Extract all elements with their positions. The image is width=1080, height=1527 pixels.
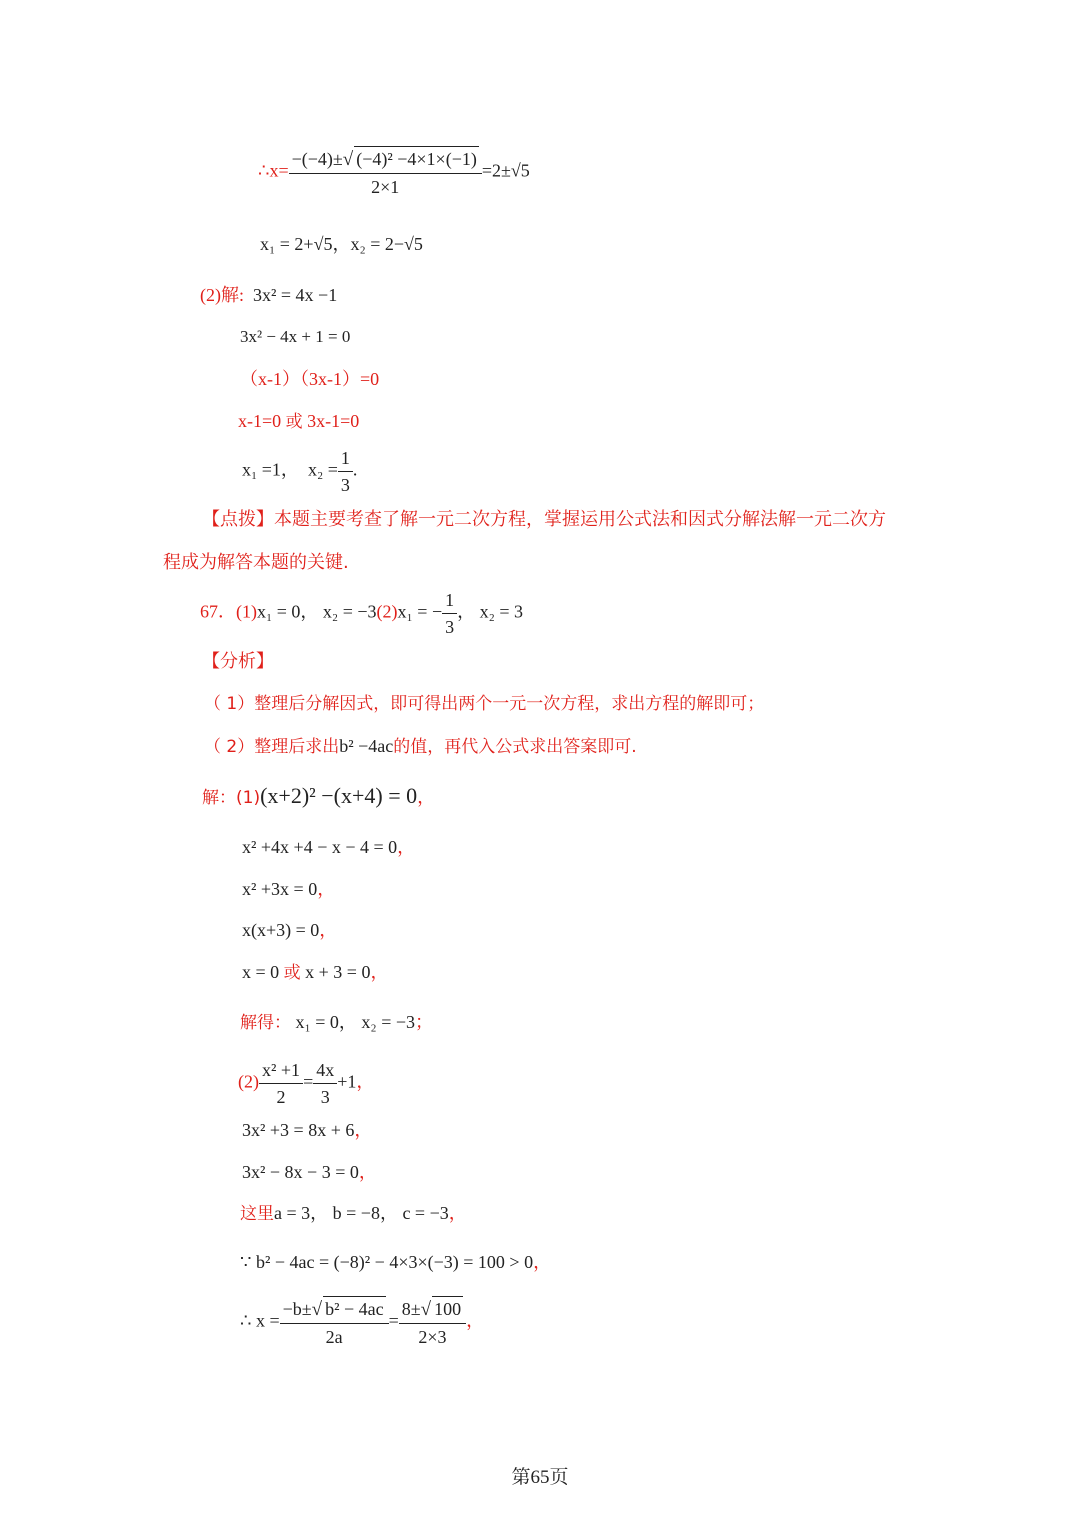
therefore-x: ∴x= xyxy=(258,160,289,181)
formula-fraction: $\frac{\text{−(−4)±√ (−4)² −4×1×(−1)}}{2\times 1}$ xyxy=(289,146,482,199)
part2-roots: x₁ =1， x₂ = $\frac{1}{3}$ . xyxy=(242,448,358,495)
x2plus1-over-2: $\frac{\text{x² +1}}{2}$ xyxy=(259,1058,303,1109)
question-number: 67． xyxy=(200,601,236,622)
formula-radicand: (−4)² −4×1×(−1) xyxy=(354,146,479,171)
sol-line-3: x² +3x = 0， xyxy=(242,879,336,899)
part2-eq2: （x-1）（3x-1）=0 xyxy=(240,369,380,389)
tip-tag: 【点拨】 xyxy=(202,509,274,530)
sol-line-6: 解得： x₁ = 0， x₂ = −3； xyxy=(240,1012,434,1033)
sol-line-2: x² +4x +4 − x − 4 = 0， xyxy=(242,837,416,857)
part2-eq0: 3x² = 4x −1 xyxy=(253,285,338,305)
sol-line-5: x = 0 或 x + 3 = 0， xyxy=(242,962,389,983)
sol-coefficients: 这里a = 3， b = −8， c = −3， xyxy=(240,1203,467,1224)
analysis-tag: 【分析】 xyxy=(202,651,274,672)
sol-line-1: 解：(1)(x+2)² −(x+4) = 0， xyxy=(202,783,436,808)
part2-eq1: 3x² − 4x + 1 = 0 xyxy=(240,327,351,346)
tip-line-1: 【点拨】本题主要考查了解一元二次方程，掌握运用公式法和因式分解法解一元二次方 xyxy=(202,509,886,530)
part2-eq3: x-1=0 或 3x-1=0 xyxy=(238,411,360,432)
sol-line-4: x(x+3) = 0， xyxy=(242,920,338,940)
roots-line-1: x₁ = 2+√5，x₂ = 2−√5 xyxy=(260,234,423,254)
numeric-formula-fraction: $\frac{8\pm√ 100}{2\times 3}$ xyxy=(399,1296,466,1349)
discriminant-expr: b² −4ac xyxy=(339,736,394,756)
part2-start xyxy=(200,283,337,307)
question-67-answer: 67．(1)x₁ = 0， x₂ = −3(2)x₁ = − $\frac{1}{3}$ ， x₂ = 3 xyxy=(200,590,524,637)
page-number: 第65页 xyxy=(511,1467,569,1488)
neg-one-third-fraction: $\frac{1}{3}$ xyxy=(442,588,457,639)
sol-quadratic-formula: ∴ x = $\frac{\text{−b±√ b² − 4ac}}{2a}$ = $\frac{8\pm√ 100}{2\times 3}$ ， xyxy=(240,1296,484,1349)
general-formula-fraction: $\frac{\text{−b±√ b² − 4ac}}{2a}$ xyxy=(280,1296,389,1349)
part2-label: (2)解: xyxy=(200,285,244,305)
quadratic-formula-line xyxy=(258,146,530,199)
tip-line-2: 程成为解答本题的关键. xyxy=(163,552,349,573)
analysis-line-2: （ 2）整理后求出b² −4ac的值，再代入公式求出答案即可. xyxy=(204,736,637,757)
sol-discriminant: ∵ b² − 4ac = (−8)² − 4×3×(−3) = 100 > 0， xyxy=(240,1252,552,1272)
one-third-fraction: $\frac{1}{3}$ xyxy=(338,446,353,497)
sol-part2-fraction-eq: (2) $\frac{\text{x² +1}}{2}$ = $\frac{4x}{3}$ +1， xyxy=(238,1060,375,1107)
sol-label: 解：(1) xyxy=(202,788,261,808)
analysis-line-1: （ 1）整理后分解因式，即可得出两个一元一次方程，求出方程的解即可； xyxy=(204,694,765,714)
4x-over-3: $\frac{4x}{3}$ xyxy=(313,1058,337,1109)
sol-line-8: 3x² − 8x − 3 = 0， xyxy=(242,1162,377,1182)
sol-line-7: 3x² +3 = 8x + 6， xyxy=(242,1120,373,1140)
formula-result: =2±√5 xyxy=(481,160,530,181)
